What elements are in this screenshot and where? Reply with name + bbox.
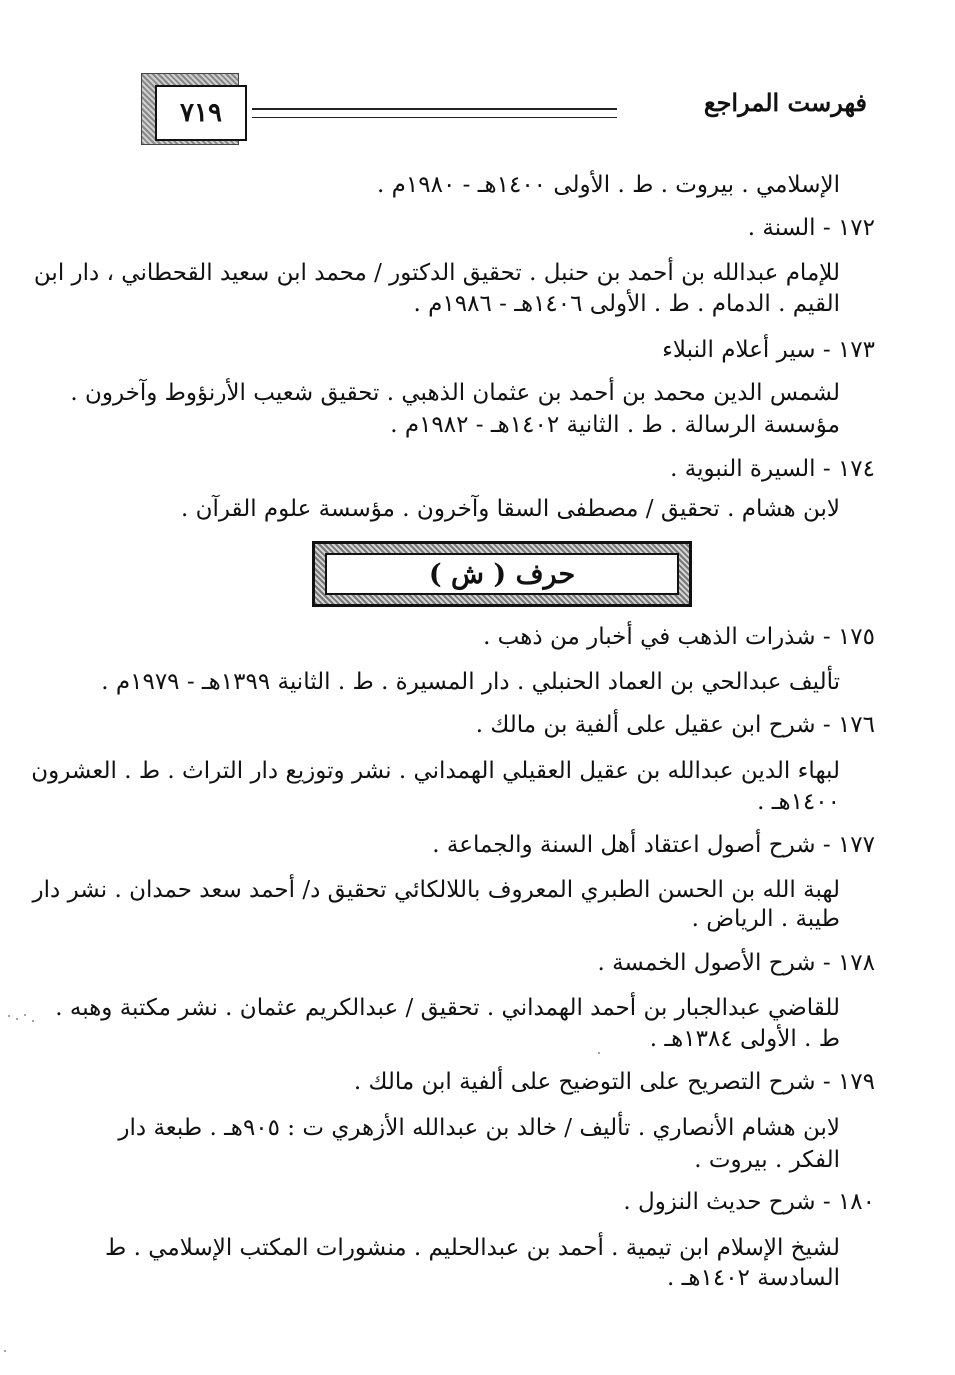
reference-line: لشيخ الإسلام ابن تيمية . أحمد بن عبدالحليم . منشورات المكتب الإسلامي . ط [105,1235,840,1261]
scan-speck [4,1350,6,1352]
section-banner-label: حرف ( ش ) [325,553,679,595]
reference-line: لبهاء الدين عبدالله بن عقيل العقيلي الهمداني . نشر وتوزيع دار التراث . ط . العشرون [31,758,840,784]
reference-line: القيم . الدمام . ط . الأولى ١٤٠٦هـ - ١٩٨٦م . [413,291,840,317]
reference-entry-title: ١٧٦ - شرح ابن عقيل على ألفية بن مالك . [475,712,875,738]
page-number-box [141,73,247,153]
reference-line: ط . الأولى ١٣٨٤هـ . [649,1026,840,1052]
running-header-title: فهرست المراجع [703,88,867,117]
scan-speck [8,1015,10,1017]
page-number: ٧١٩ [155,85,247,141]
reference-line: تأليف عبدالحي بن العماد الحنبلي . دار المسيرة . ط . الثانية ١٣٩٩هـ - ١٩٧٩م . [101,669,840,695]
section-banner [312,541,692,607]
reference-line: ١٤٠٠هـ . [757,789,840,815]
reference-entry-title: ١٧٢ - السنة . [747,215,875,241]
reference-entry-title: ١٧٩ - شرح التصريح على التوضيح على ألفية ابن مالك . [353,1069,875,1095]
reference-line: مؤسسة الرسالة . ط . الثانية ١٤٠٢هـ - ١٩٨٢م . [390,412,840,438]
reference-line: للإمام عبدالله بن أحمد بن حنبل . تحقيق الدكتور / محمد ابن سعيد القحطاني ، دار ابن [33,260,840,286]
reference-entry-title: ١٧٥ - شذرات الذهب في أخبار من ذهب . [483,624,875,650]
reference-entry-title: ١٨٠ - شرح حديث النزول . [623,1189,875,1215]
reference-entry-title: ١٧٨ - شرح الأصول الخمسة . [597,950,875,976]
scan-speck [24,1014,26,1016]
scan-speck [598,1052,600,1054]
reference-line: الفكر . بيروت . [694,1147,840,1173]
reference-line: السادسة ١٤٠٢هـ . [666,1265,840,1291]
header-rule [252,108,617,118]
reference-line: لشمس الدين محمد بن أحمد بن عثمان الذهبي . تحقيق شعيب الأرنؤوط وآخرون . [70,380,840,406]
reference-entry-title: ١٧٣ - سير أعلام النبلاء [662,337,875,363]
reference-entry-title: ١٧٧ - شرح أصول اعتقاد أهل السنة والجماعة . [432,832,875,858]
reference-line: للقاضي عبدالجبار بن أحمد الهمداني . تحقيق / عبدالكريم عثمان . نشر مكتبة وهبه . [55,995,840,1021]
reference-line: لهبة الله بن الحسن الطبري المعروف باللالكائي تحقيق د/ أحمد سعد حمدان . نشر دار [32,877,840,903]
scan-speck [32,1020,34,1022]
reference-line: لابن هشام الأنصاري . تأليف / خالد بن عبدالله الأزهري ت : ٩٠٥هـ . طبعة دار [118,1115,840,1141]
reference-line: الإسلامي . بيروت . ط . الأولى ١٤٠٠هـ - ١٩٨٠م . [377,172,840,198]
scan-speck [16,1018,18,1020]
reference-line: طيبة . الرياض . [691,906,840,932]
reference-line: لابن هشام . تحقيق / مصطفى السقا وآخرون . مؤسسة علوم القرآن . [180,496,840,522]
reference-entry-title: ١٧٤ - السيرة النبوية . [670,456,875,482]
